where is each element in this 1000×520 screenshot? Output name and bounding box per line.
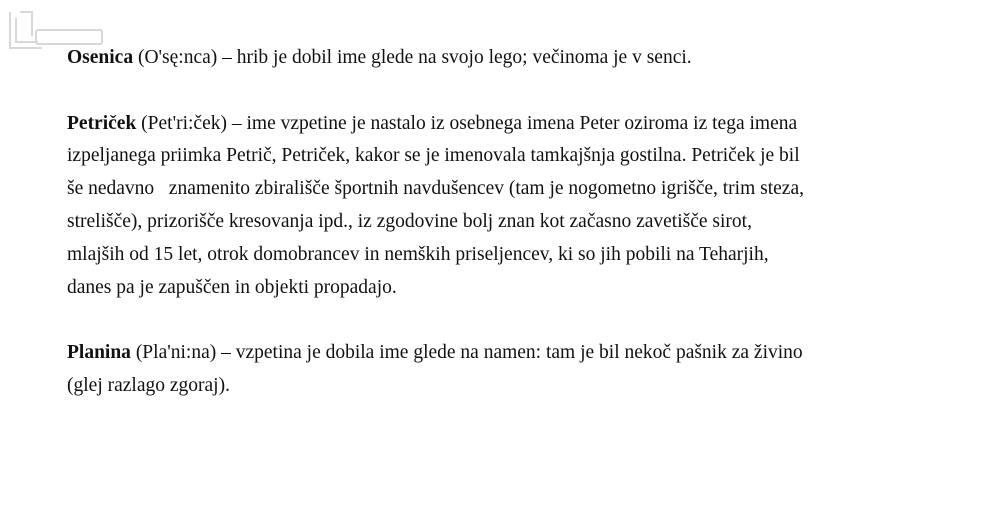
entry-line: še nedavno znamenito zbirališče športnih navdušencev (tam je nogometno igrišče, trim steza, <box>67 178 804 200</box>
entry-text: (Pla'ni:na) – vzpetina je dobila ime glede na namen: tam je bil nekoč pašnik za živino <box>130 342 803 364</box>
entry-line <box>67 337 967 370</box>
entry-line: danes pa je zapuščen in objekti propadajo. <box>67 276 397 298</box>
document-body <box>67 42 967 403</box>
entry-line <box>67 42 967 75</box>
entry-osenica <box>67 42 967 75</box>
entry-term: Osenica <box>67 47 134 68</box>
entry-term: Planina <box>67 342 131 364</box>
entry-line: mlajših od 15 let, otrok domobrancev in nemških priseljencev, ki so jih pobili na Teharjih, <box>67 243 769 265</box>
entry-line: (glej razlago zgoraj). <box>67 374 230 396</box>
entry-planina <box>67 337 967 403</box>
entry-line: strelišče), prizorišče kresovanja ipd., iz zgodovine bolj znan kot začasno zavetišče sirot, <box>67 210 752 232</box>
entry-text: (Pet'ri:ček) – ime vzpetine je nastalo iz osebnega imena Peter oziroma iz tega imena <box>136 112 798 134</box>
entry-petricek <box>67 108 967 305</box>
entry-text: (O'sę:nca) – hrib je dobil ime glede na svojo lego; večinoma je v senci. <box>133 47 692 68</box>
entry-line: izpeljanega priimka Petrič, Petriček, kakor se je imenovala tamkajšnja gostilna. Petriček je bil <box>67 145 800 167</box>
entry-term: Petriček <box>67 112 137 134</box>
entry-line <box>67 108 967 141</box>
